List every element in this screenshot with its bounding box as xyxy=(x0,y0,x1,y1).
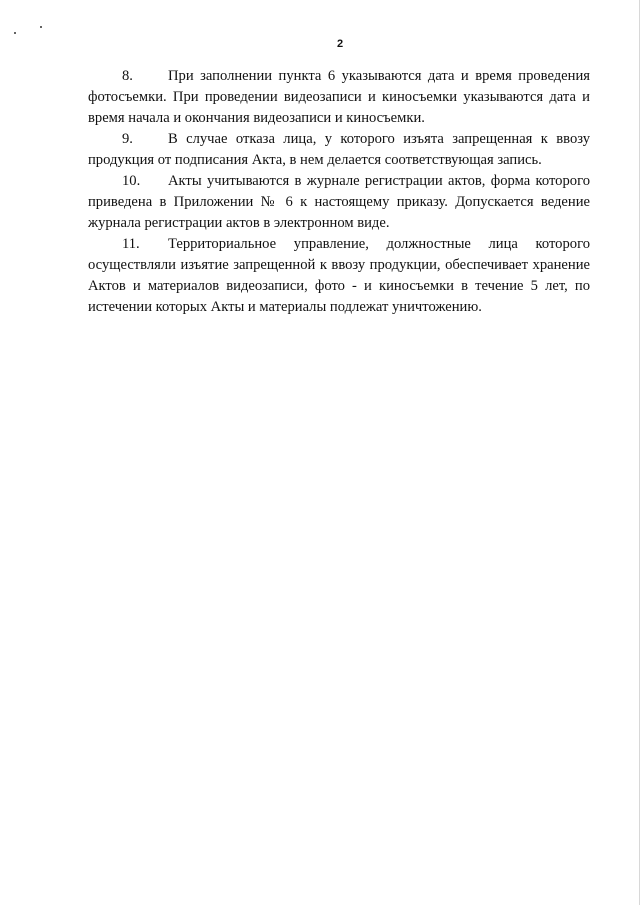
paragraph-number: 10. xyxy=(122,173,141,189)
paragraph-9 xyxy=(88,129,590,171)
paragraph-text: Акты учитываются в журнале регистрации актов, форма которого приведена в Приложении № 6 к настоящему приказу. Допускается ведение журнала регистрации актов в электронном виде. xyxy=(88,173,590,231)
scan-speck xyxy=(14,32,16,34)
paragraph-number: 8. xyxy=(122,68,133,84)
paragraph-10 xyxy=(88,171,590,234)
scan-speck xyxy=(40,26,42,28)
paragraph-8 xyxy=(88,66,590,129)
paragraph-11 xyxy=(88,234,590,318)
page-number: 2 xyxy=(336,38,344,50)
paragraph-number: 11. xyxy=(122,236,140,252)
paragraph-text: При заполнении пункта 6 указываются дата и время проведения фотосъемки. При проведении видеозаписи и киносъемки указываются дата и время начала и окончания видеозаписи и киносъемки. xyxy=(88,68,590,126)
document-body xyxy=(88,66,590,318)
paragraph-text: В случае отказа лица, у которого изъята запрещенная к ввозу продукция от подписания Акта, в нем делается соответствующая запись. xyxy=(88,131,590,168)
paragraph-text: Территориальное управление, должностные лица которого осуществляли изъятие запрещенной к ввозу продукции, обеспечивает хранение Актов и материалов видеозаписи, фото - и киносъемки в течение 5 лет, по истечении которых Акты и материалы подлежат уничтожению. xyxy=(88,236,590,315)
paragraph-number: 9. xyxy=(122,131,133,147)
